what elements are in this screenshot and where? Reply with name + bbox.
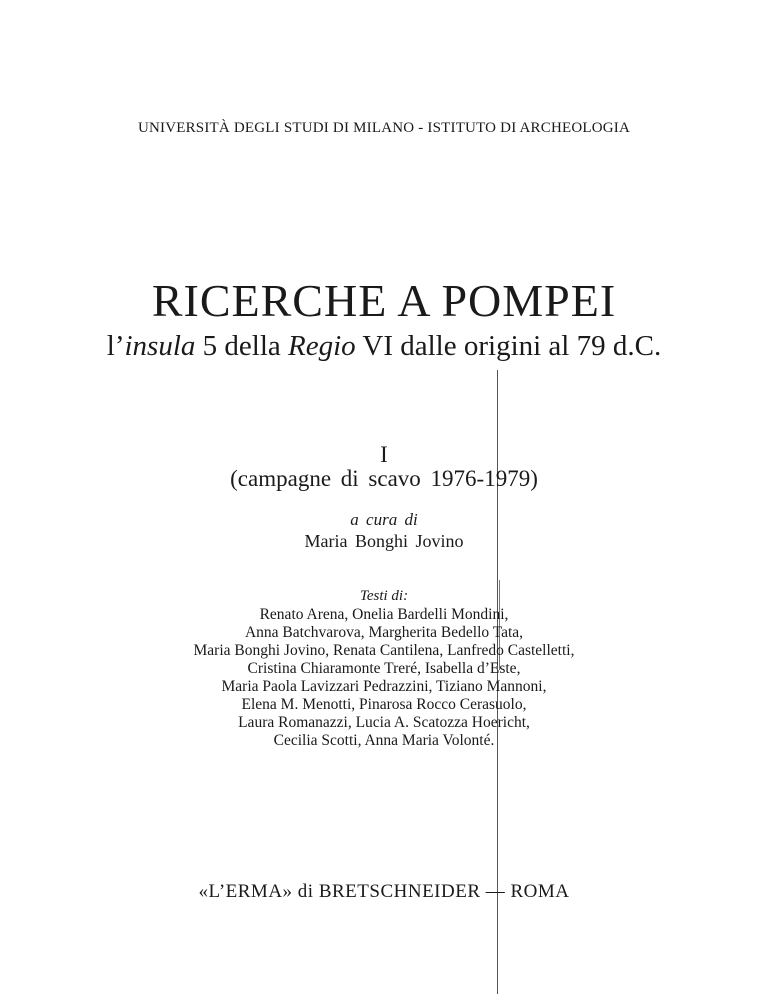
contributors-list (0, 606, 768, 750)
contributors-label: Testi di: (359, 588, 409, 604)
volume-number: I (380, 442, 388, 467)
contributor-line: Renato Arena, Onelia Bardelli Mondini, (259, 606, 509, 623)
contributor-line: Cecilia Scotti, Anna Maria Volonté. (273, 732, 495, 749)
editor-label: a cura di (350, 510, 418, 529)
campaign-years: (campagne di scavo 1976-1979) (230, 466, 538, 491)
contributor-line: Elena M. Menotti, Pinarosa Rocco Cerasuolo, (241, 696, 527, 713)
publisher-imprint: «L’ERMA» di BRETSCHNEIDER — ROMA (198, 881, 570, 902)
book-title: RICERCHE A POMPEI (151, 275, 617, 326)
subtitle-part: VI dalle origini al 79 d.C. (355, 330, 662, 362)
contributor-line: Anna Batchvarova, Margherita Bedello Tata, (244, 624, 524, 641)
subtitle-part: 5 della (195, 330, 289, 362)
contributor-line: Maria Bonghi Jovino, Renata Cantilena, Lanfredo Castelletti, (193, 642, 575, 659)
subtitle-italic-insula: insula (124, 330, 196, 362)
subtitle-italic-regio: Regio (288, 330, 356, 362)
institution-header: UNIVERSITÀ DEGLI STUDI DI MILANO - ISTITUTO DI ARCHEOLOGIA (137, 120, 631, 136)
contributor-line: Laura Romanazzi, Lucia A. Scatozza Hoericht, (238, 714, 530, 731)
book-subtitle (0, 332, 768, 361)
contributor-line: Maria Paola Lavizzari Pedrazzini, Tiziano Mannoni, (221, 678, 547, 695)
subtitle-part: l’ (106, 330, 125, 362)
editor-name: Maria Bonghi Jovino (304, 531, 464, 551)
contributor-line: Cristina Chiaramonte Treré, Isabella d’Este, (247, 660, 521, 677)
